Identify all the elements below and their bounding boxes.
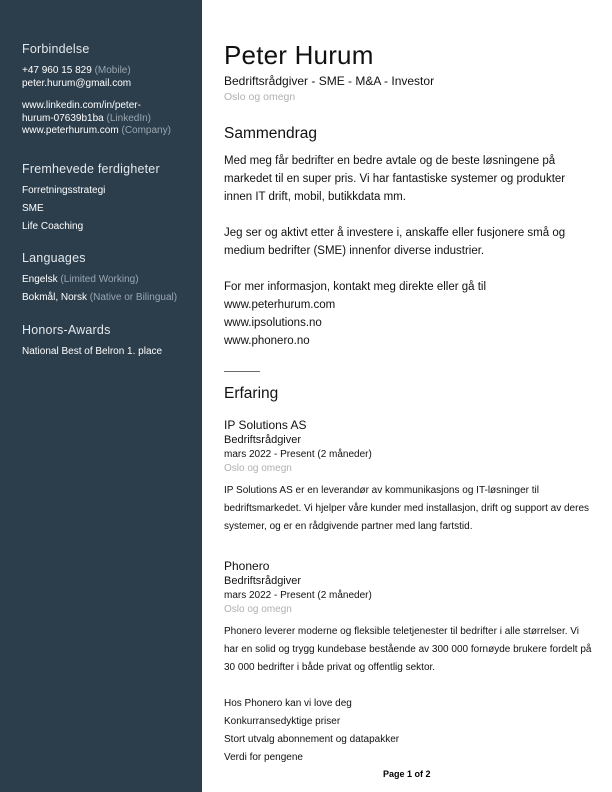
linkedin-url-line1[interactable]: www.linkedin.com/in/peter-	[22, 100, 141, 111]
bullet-line: Konkurransedyktige priser	[224, 716, 341, 727]
summary-link[interactable]: www.ipsolutions.no	[224, 317, 322, 329]
phone	[22, 65, 198, 78]
sidebar	[0, 0, 202, 792]
summary-link[interactable]: www.peterhurum.com	[224, 299, 336, 311]
skill-item: Life Coaching	[22, 221, 84, 232]
job-location: Oslo og omegn	[224, 604, 292, 615]
job-dates: mars 2022 - Present (2 måneder)	[224, 449, 372, 460]
language-level: (Limited Working)	[60, 274, 139, 285]
languages-heading: Languages	[22, 251, 86, 265]
summary-text	[224, 152, 589, 350]
company-name: IP Solutions AS	[224, 418, 307, 432]
profile-headline	[224, 74, 434, 103]
email[interactable]: peter.hurum@gmail.com	[22, 77, 132, 89]
profile-name: Peter Hurum	[224, 40, 374, 70]
honors-section	[22, 323, 198, 364]
job-dates: mars 2022 - Present (2 måneder)	[224, 590, 372, 601]
summary-contact-line: For mer informasjon, kontakt meg direkte eller gå til	[224, 281, 487, 293]
honors-heading: Honors-Awards	[22, 323, 111, 337]
company-name: Phonero	[224, 559, 270, 573]
summary-paragraph: Med meg får bedrifter en bedre avtale og de beste løsningene på markedet til en super pris. Vi har fantastiske systemer og produkter innen IT drift, mobil, butikkdata mm.	[224, 155, 566, 203]
website-url[interactable]: www.peterhurum.com	[22, 125, 119, 136]
page-number: Page 1 of 2	[383, 769, 431, 779]
linkedin-url-suffix[interactable]: hurum-07639b1ba	[22, 112, 104, 124]
linkedin-url-line2[interactable]	[22, 113, 198, 126]
job-bullets	[224, 695, 592, 767]
experience-item	[224, 418, 592, 536]
bullet-line: Verdi for pengene	[224, 752, 303, 763]
website[interactable]	[22, 125, 198, 138]
phone-number: +47 960 15 829	[22, 65, 92, 76]
linkedin-type: (LinkedIn)	[106, 112, 151, 124]
phone-type: (Mobile)	[94, 65, 131, 76]
summary-paragraph: Jeg ser og aktivt etter å investere i, anskaffe eller fusjonere små og medium bedrifter (SME) innenfor diverse industrier.	[224, 227, 566, 257]
job-title: Bedriftsrådgiver	[224, 434, 302, 446]
skills-section	[22, 162, 198, 239]
language-name: Engelsk	[22, 274, 58, 285]
languages-section	[22, 251, 198, 310]
job-location: Oslo og omegn	[224, 463, 292, 474]
section-divider	[224, 371, 260, 372]
language-item	[22, 292, 198, 304]
job-description	[224, 623, 592, 677]
language-level: (Native or Bilingual)	[89, 292, 178, 303]
summary-heading: Sammendrag	[224, 125, 318, 142]
skills-heading: Fremhevede ferdigheter	[22, 162, 160, 176]
job-description-text: IP Solutions AS er en leverandør av kommunikasjons og IT-løsninger til bedriftsmarkedet. Vi hjelper våre kunder med installasjon, drift og support av deres systemer, og er en rådgivende partner med lang fartstid.	[224, 485, 590, 532]
profile-location: Oslo og omegn	[224, 91, 296, 103]
experience-item	[224, 559, 592, 767]
bullet-line: Hos Phonero kan vi love deg	[224, 698, 352, 709]
bullet-line: Stort utvalg abonnement og datapakker	[224, 734, 400, 745]
contact-section	[22, 42, 198, 138]
summary-link[interactable]: www.phonero.no	[224, 335, 310, 347]
job-description	[224, 482, 592, 536]
contact-heading: Forbindelse	[22, 42, 90, 56]
job-description-text: Phonero leverer moderne og fleksible teletjenester til bedrifter i alle størrelser. Vi har en solid og trygg kundebase bestående av 300 000 fornøyde brukere fordelt på 30 000 bedrifter i både privat og offentlig sektor.	[224, 626, 592, 673]
skill-item: Forretningsstrategi	[22, 185, 106, 196]
skill-item: SME	[22, 203, 44, 214]
website-type: (Company)	[121, 125, 171, 136]
job-title: Bedriftsrådgiver	[224, 575, 302, 587]
experience-heading: Erfaring	[224, 385, 279, 402]
headline-text: Bedriftsrådgiver - SME - M&A - Investor	[224, 74, 435, 88]
language-item	[22, 274, 198, 286]
language-name: Bokmål, Norsk	[22, 292, 88, 303]
honor-item: National Best of Belron 1. place	[22, 346, 163, 357]
